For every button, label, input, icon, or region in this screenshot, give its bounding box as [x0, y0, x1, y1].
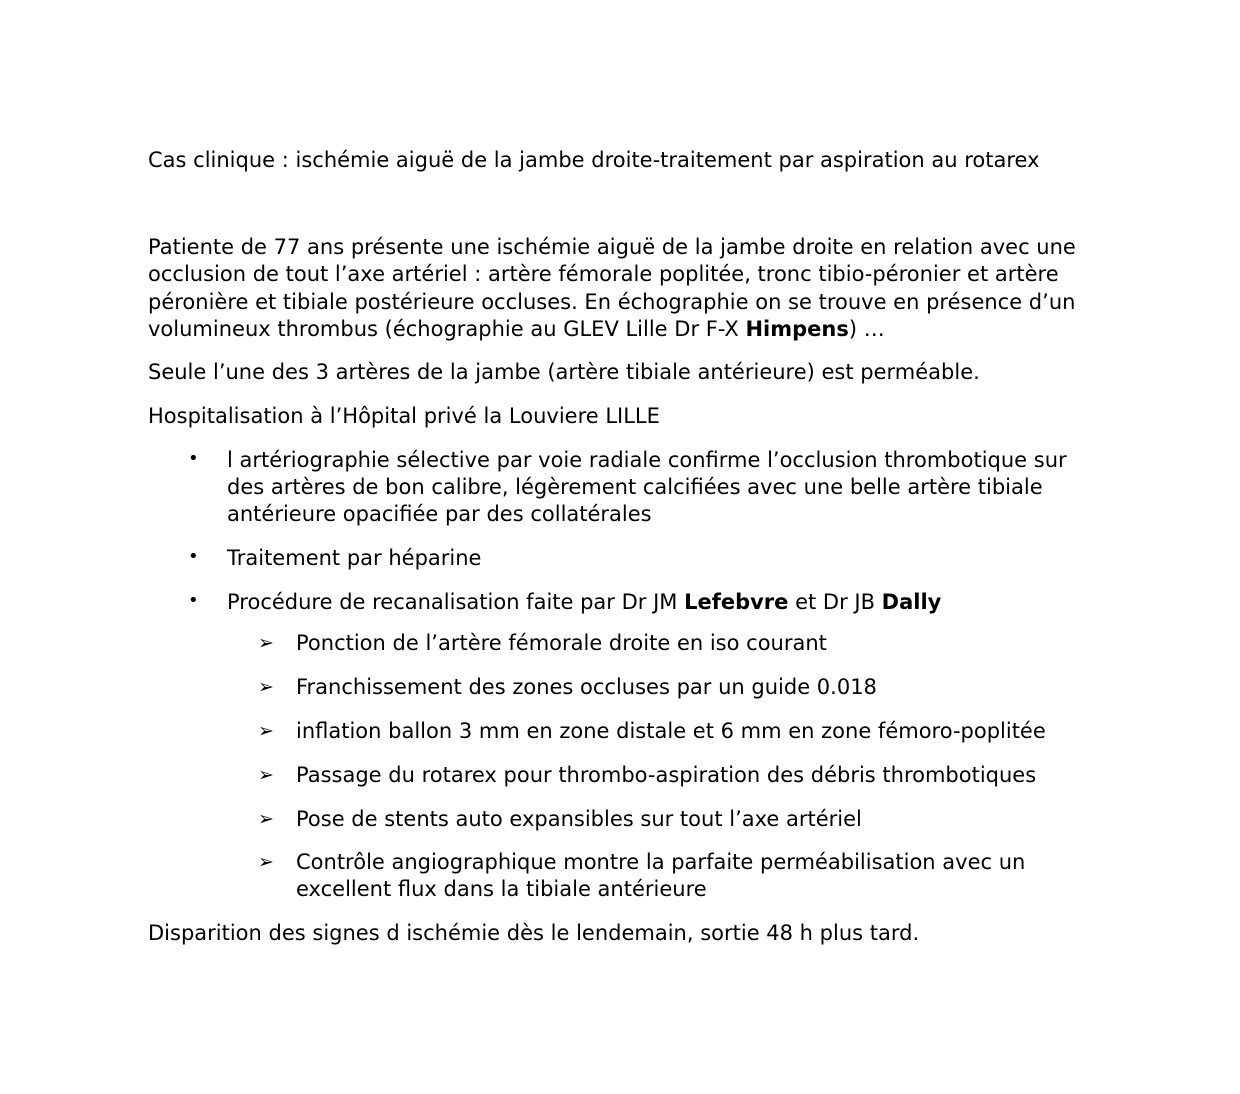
sub-item-text: Contrôle angiographique montre la parfaite perméabilisation avec un excellent flux dans la tibiale antérieure	[296, 850, 1026, 901]
sub-item-text: Franchissement des zones occluses par un guide 0.018	[296, 675, 877, 699]
arrow-bullet-icon: ➢	[258, 764, 274, 786]
arrow-bullet-icon: ➢	[258, 676, 274, 698]
sub-item-text: Pose de stents auto expansibles sur tout l’axe artériel	[296, 807, 862, 831]
bullet-text	[227, 589, 1077, 616]
intro-text-end: ) …	[848, 316, 885, 341]
arrow-bullet-icon: ➢	[258, 808, 274, 830]
procedure-text-join: et Dr JB	[788, 590, 882, 614]
arrow-bullet-icon: ➢	[258, 632, 274, 654]
sub-item-text: inflation ballon 3 mm en zone distale et 6 mm en zone fémoro-poplitée	[296, 719, 1046, 743]
doctor-name-dally: Dally	[881, 590, 942, 614]
intro-doctor-name: Himpens	[745, 316, 849, 341]
doctor-name-lefebvre: Lefebvre	[684, 590, 789, 614]
procedure-text: Procédure de recanalisation faite par Dr JM	[227, 590, 685, 614]
document-title: Cas clinique : ischémie aiguë de la jambe droite-traitement par aspiration au rotarex	[148, 148, 1040, 172]
bullet-text: l artériographie sélective par voie radiale confirme l’occlusion thrombotique sur des artères de bon calibre, légèrement calcifiées avec une belle artère tibiale antérieure opacifiée par des collatérales	[227, 448, 1067, 526]
permeable-artery-paragraph: Seule l’une des 3 artères de la jambe (artère tibiale antérieure) est perméable.	[148, 360, 980, 384]
bullet-text: Traitement par héparine	[227, 546, 482, 570]
arrow-bullet-icon: ➢	[258, 851, 274, 873]
hospitalisation-paragraph: Hospitalisation à l’Hôpital privé la Louviere LILLE	[148, 404, 660, 428]
bullet-marker: •	[188, 546, 199, 567]
bullet-marker: •	[188, 590, 199, 611]
bullet-marker: •	[188, 448, 199, 469]
intro-paragraph	[148, 234, 1088, 343]
conclusion-paragraph: Disparition des signes d ischémie dès le lendemain, sortie 48 h plus tard.	[148, 921, 920, 945]
sub-item-text: Ponction de l’artère fémorale droite en iso courant	[296, 631, 827, 655]
arrow-bullet-icon: ➢	[258, 720, 274, 742]
intro-text: Patiente de 77 ans présente une ischémie aiguë de la jambe droite en relation avec une occlusion de tout l’axe artériel : artère fémorale poplitée, tronc tibio-péronier et artère péronière et tibiale postérieure occluses. En échographie on se trouve en présence d’un volumineux thrombus (échographie au GLEV Lille Dr F-X	[148, 235, 1076, 341]
sub-item-text: Passage du rotarex pour thrombo-aspiration des débris thrombotiques	[296, 763, 1037, 787]
